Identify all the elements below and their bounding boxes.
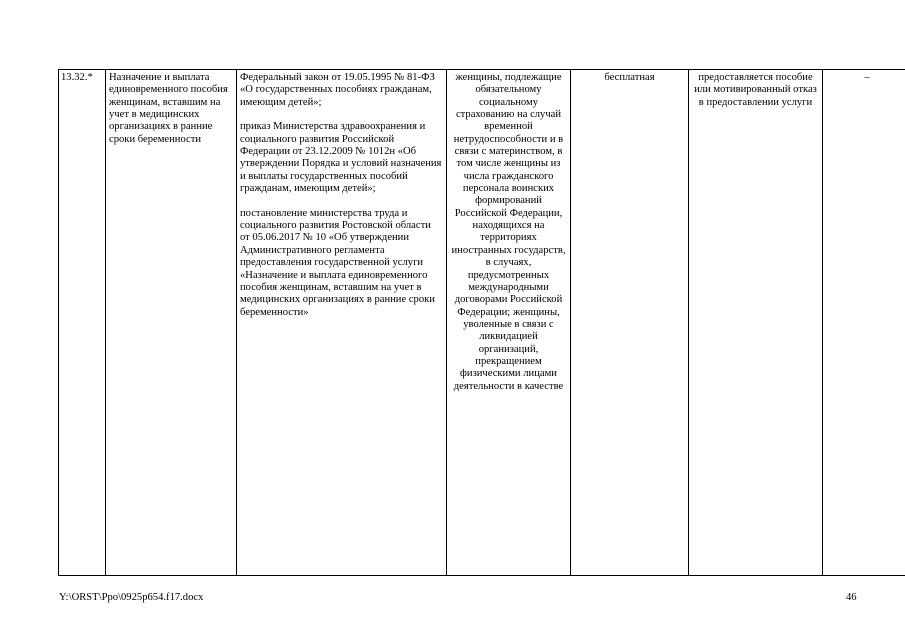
extra-cell: –	[823, 70, 905, 576]
table-row	[59, 70, 905, 576]
result-cell: предоставляется пособие или мотивированный отказ в предоставлении услуги	[689, 70, 823, 576]
legal-basis-cell	[237, 70, 447, 576]
legal-basis-federal-law: Федеральный закон от 19.05.1995 № 81-ФЗ «О государственных пособиях гражданам, имеющим детей»;	[240, 72, 435, 108]
page-number: 46	[846, 592, 857, 603]
legal-basis-regional-decree: постановление министерства труда и социального развития Ростовской области от 05.06.2017 № 10 «Об утверждении Административного регламента предоставления государственной услуги «Назначение и выплата единовременного пособия женщинам, вставшим на учет в медицинских организациях в ранние сроки беременности»	[240, 207, 435, 318]
service-number-cell: 13.32.*	[59, 70, 106, 576]
legal-basis-ministry-order: приказ Министерства здравоохранения и социального развития Российской Федерации от 23.12.2009 № 1012н «Об утверждении Порядка и условий назначения и выплаты государственных пособий гражданам, имеющим детей»;	[240, 121, 442, 195]
footer-file-path: Y:\ORST\Ppo\0925p654.f17.docx	[59, 592, 204, 603]
recipients-cell: женщины, подлежащие обязательному социальному страхованию на случай временной нетрудоспособности и в связи с материнством, в том числе женщины из числа гражданского персонала воинских формирований Российской Федерации, находящихся на территориях иностранных государств, в случаях, предусмотренных международными договорами Российской Федерации; женщины, уволенные в связи с ликвидацией организаций, прекращением физическими лицами деятельности в качестве	[447, 70, 571, 576]
service-name-cell: Назначение и выплата единовременного пособия женщинам, вставшим на учет в медицинских организациях в ранние сроки беременности	[106, 70, 237, 576]
services-table	[58, 69, 905, 576]
payment-cell: бесплатная	[571, 70, 689, 576]
